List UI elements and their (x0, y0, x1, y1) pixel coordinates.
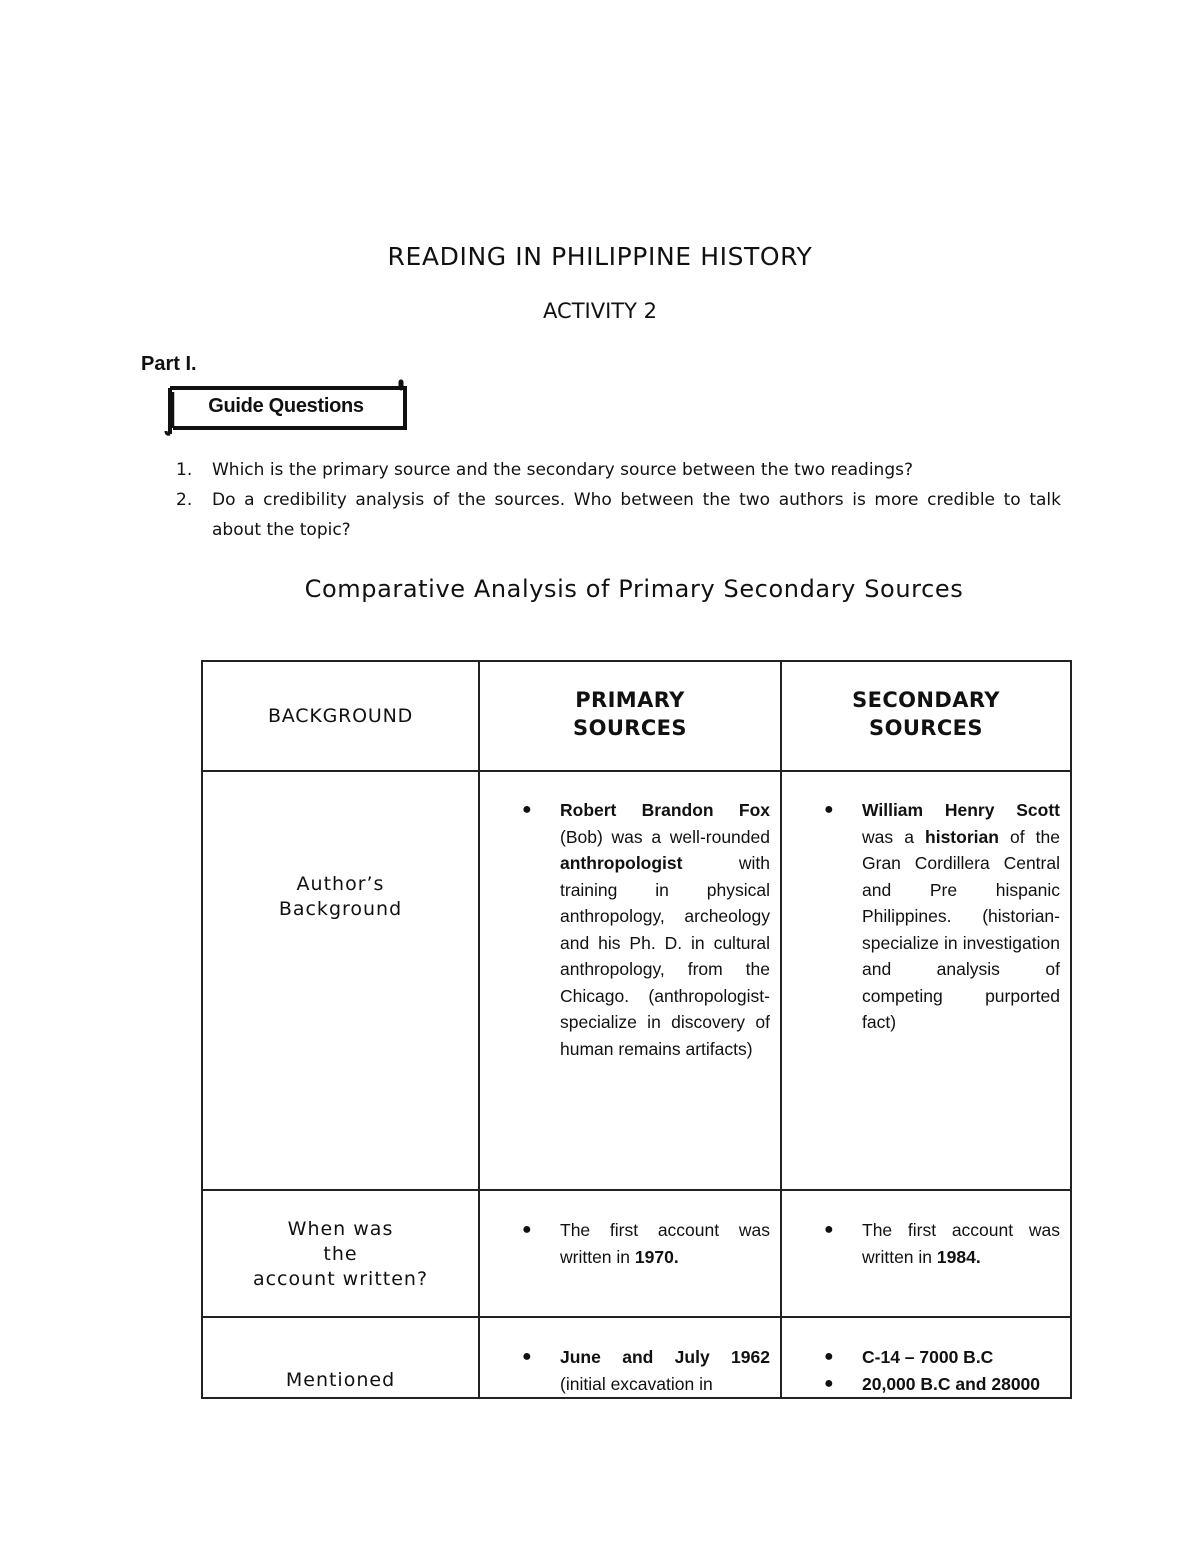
part-label: Part I. (141, 353, 197, 375)
row-label-text: Author’s Background (278, 873, 403, 920)
header-secondary-sources (781, 661, 1071, 771)
table-row (202, 771, 1071, 1190)
author-desc-a: was a (862, 826, 926, 847)
table-row (202, 1190, 1071, 1317)
bullet-icon: ● (522, 1348, 532, 1365)
row-label-line: account written? (252, 1268, 429, 1290)
list-item (522, 1344, 770, 1397)
question-item (176, 485, 1061, 545)
list-item (824, 1371, 1060, 1398)
guide-questions-scroll-banner (161, 378, 411, 436)
bullet-icon: ● (522, 801, 532, 818)
row-label-author (202, 771, 479, 1190)
question-item (176, 455, 1061, 485)
author-name: Robert Brandon Fox (560, 800, 770, 820)
guide-questions-label: Guide Questions (208, 395, 364, 417)
mentioned-date: June and July 1962 (560, 1347, 770, 1367)
question-number: 1. (176, 460, 193, 480)
page-title: READING IN PHILIPPINE HISTORY (387, 242, 813, 271)
secondary-mentioned-cell (781, 1317, 1071, 1398)
primary-written-cell (479, 1190, 781, 1317)
secondary-written-cell (781, 1190, 1071, 1317)
analysis-title: Comparative Analysis of Primary Secondary Sources (304, 575, 964, 603)
list-item (824, 1344, 1060, 1371)
written-year: 1984. (936, 1246, 981, 1267)
bullet-icon: ● (824, 1374, 834, 1392)
list-item (522, 797, 770, 1062)
author-name: William Henry Scott (862, 800, 1060, 820)
row-label-line: When was (287, 1218, 394, 1240)
list-item (824, 1217, 1060, 1270)
table-header-row (202, 661, 1071, 771)
written-text: The first account was written in (560, 1220, 770, 1267)
header-primary-sources (479, 661, 781, 771)
header-secondary-label: SECONDARY SOURCES (852, 688, 1000, 740)
list-item (522, 1217, 770, 1270)
written-text: The first account was written in (862, 1220, 1060, 1267)
question-text: Which is the primary source and the secondary source between the two readings? (212, 460, 914, 480)
header-primary-label: PRIMARY SOURCES (573, 688, 687, 740)
header-background: BACKGROUND (202, 661, 479, 771)
bullet-icon: ● (824, 801, 834, 818)
row-label-line: the (323, 1243, 358, 1265)
author-desc-a: (Bob) was a well-rounded (560, 826, 770, 847)
table-row (202, 1317, 1071, 1398)
mentioned-text: (initial excavation in (560, 1373, 713, 1394)
mentioned-date: C-14 – 7000 B.C (862, 1347, 994, 1367)
author-desc-b: with training in physical anthropology, archeology and his Ph. D. in cultural anthropology, from the Chicago. (anthropologist- specialize in discovery of human remains artifacts) (560, 853, 770, 1059)
question-number: 2. (176, 490, 193, 510)
secondary-author-cell (781, 771, 1071, 1190)
row-label-mentioned (202, 1317, 479, 1398)
question-text: Do a credibility analysis of the sources. Who between the two authors is more credible to talk about the topic? (212, 490, 1061, 540)
author-desc-b: of the Gran Cordillera Central and Pre hispanic Philippines. (historian- specialize in investigation and analysis of competing purported fact) (862, 826, 1060, 1032)
bullet-icon: ● (824, 1348, 834, 1365)
author-role: historian (925, 826, 999, 847)
written-year: 1970. (634, 1246, 679, 1267)
primary-mentioned-cell (479, 1317, 781, 1398)
primary-author-cell (479, 771, 781, 1190)
list-item (824, 797, 1060, 1036)
bullet-icon: ● (522, 1221, 532, 1238)
mentioned-date: 20,000 B.C and 28000 (862, 1373, 1041, 1394)
activity-label: ACTIVITY 2 (543, 299, 657, 323)
row-label-written (202, 1190, 479, 1317)
row-label-text: Mentioned (285, 1369, 396, 1391)
bullet-icon: ● (824, 1221, 834, 1238)
author-role: anthropologist (560, 853, 683, 873)
comparison-table (201, 660, 1072, 1399)
guide-questions-list (176, 455, 1061, 545)
